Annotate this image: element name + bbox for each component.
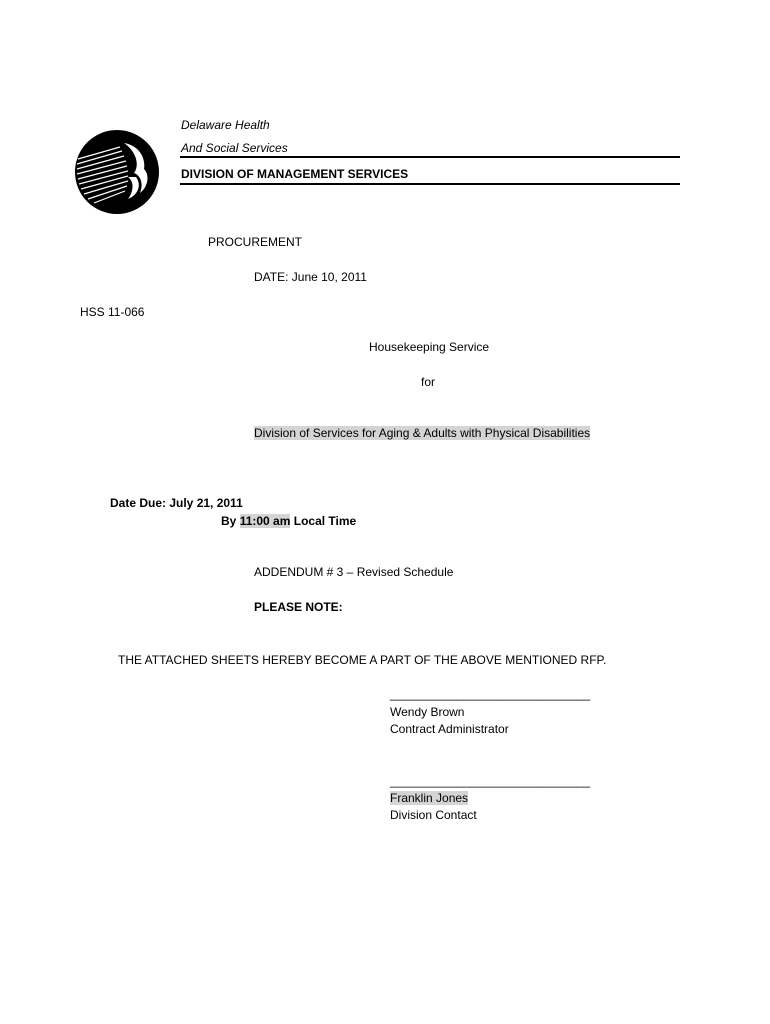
agency-name: [254, 425, 590, 441]
signatory-title: Division Contact: [390, 808, 477, 822]
date-line: DATE: June 10, 2011: [254, 270, 367, 284]
due-time-prefix: By: [221, 514, 240, 528]
dhss-logo: [74, 129, 160, 215]
addendum-title: ADDENDUM # 3 – Revised Schedule: [254, 565, 454, 579]
signature-line: ______________________________: [390, 687, 591, 701]
division-title: DIVISION OF MANAGEMENT SERVICES: [181, 167, 409, 181]
due-time-line: [221, 513, 356, 529]
due-time: 11:00 am: [239, 514, 291, 528]
signatory-name: Wendy Brown: [390, 705, 465, 719]
attached-statement: THE ATTACHED SHEETS HEREBY BECOME A PART OF THE ABOVE MENTIONED RFP.: [118, 653, 607, 667]
due-time-suffix: Local Time: [290, 514, 357, 528]
service-title: Housekeeping Service: [369, 340, 490, 354]
signatory-name-highlight: Franklin Jones: [390, 791, 469, 805]
signatory-title: Contract Administrator: [390, 722, 509, 736]
due-date: Date Due: July 21, 2011: [110, 496, 243, 510]
header-rule-bottom: [180, 183, 680, 185]
for-word: for: [421, 375, 436, 389]
please-note: PLEASE NOTE:: [254, 600, 343, 614]
signatory-name: [390, 790, 468, 806]
org-name-line2: And Social Services: [181, 141, 288, 155]
header-rule-top: [180, 156, 680, 158]
contract-number: HSS 11-066: [80, 305, 145, 319]
signature-line: ______________________________: [390, 774, 591, 788]
agency-highlight: Division of Services for Aging & Adults with Physical Disabilities: [254, 426, 591, 440]
procurement-label: PROCUREMENT: [208, 235, 303, 249]
org-name-line1: Delaware Health: [181, 118, 270, 132]
